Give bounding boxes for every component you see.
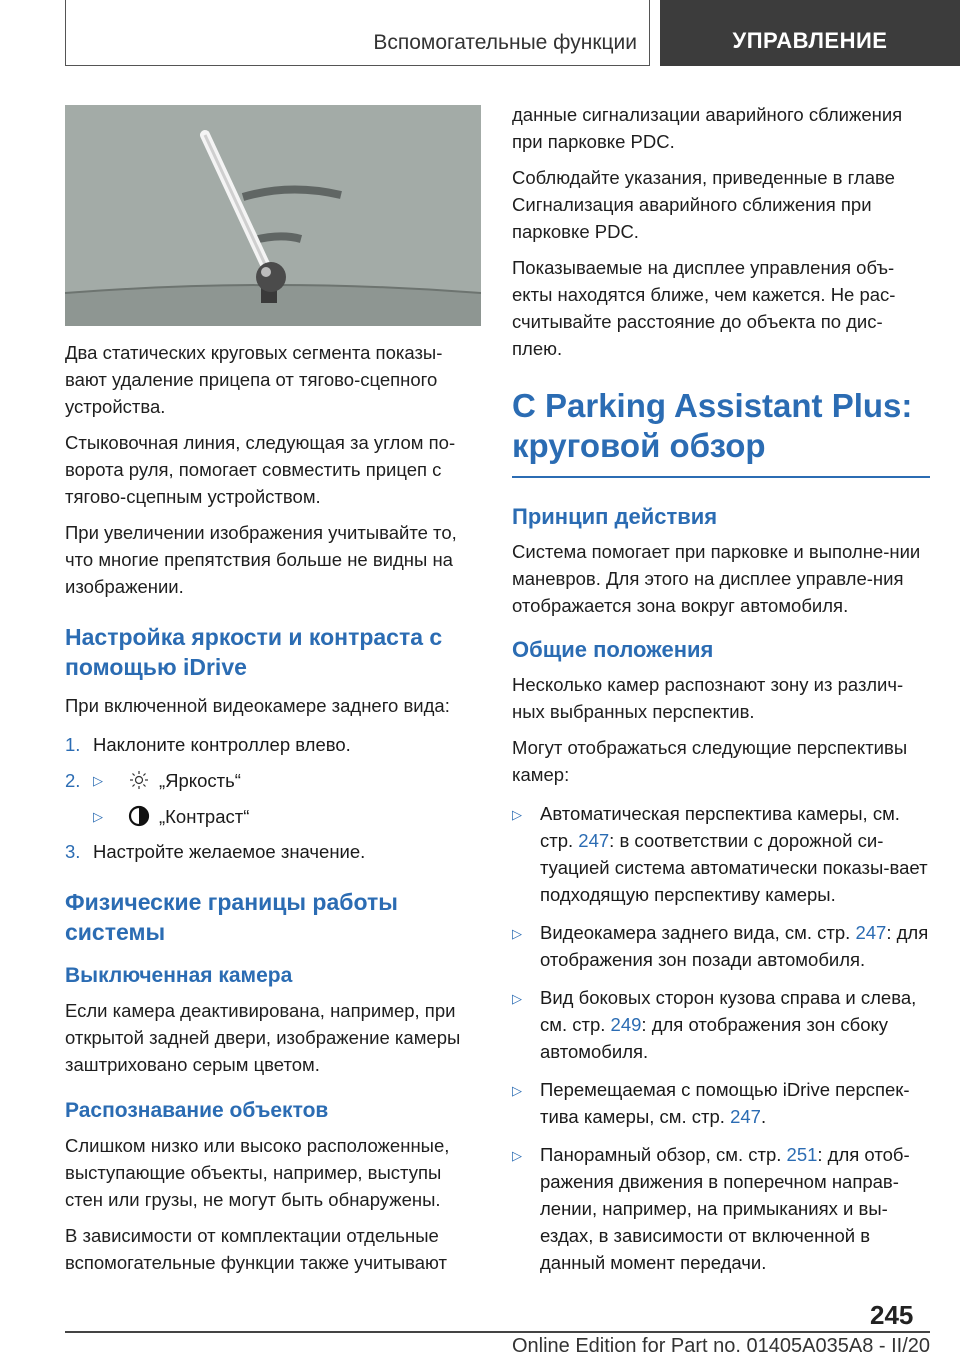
- heading-principle: Принцип действия: [512, 504, 718, 529]
- heading-limits: Физические границы работы системы: [65, 889, 398, 945]
- paragraph: Соблюдайте указания, приведенные в главе Сигнализация аварийного сближения при парковке PDC.: [512, 167, 895, 242]
- bullet-text: : для отоб-ражения движения в поперечном направ-лении, например, на примыканиях и вы-ездах, в зависимости от включенной в данный момент передачи.: [540, 1144, 910, 1273]
- step-number: 2.: [65, 769, 81, 791]
- step-text: Наклоните контроллер влево.: [93, 734, 351, 755]
- footer-edition: Online Edition for Part no. 01405A035A8 - II/20: [511, 1335, 930, 1357]
- paragraph: Стыковочная линия, следующая за углом по-ворота руля, помогает совместить прицеп с тягово-сцепным устройством.: [65, 432, 456, 507]
- heading-brightness: Настройка яркости и контраста с помощью iDrive: [65, 624, 443, 680]
- paragraph: данные сигнализации аварийного сближения при парковке PDC.: [512, 104, 903, 152]
- bullet-text: Панорамный обзор, см. стр.: [540, 1144, 787, 1165]
- list-item: [512, 1141, 930, 1276]
- step-3: [65, 838, 481, 865]
- paragraph: Два статических круговых сегмента показы-вают удаление прицепа от тягово-сцепного устройства.: [65, 342, 443, 417]
- paragraph: Система помогает при парковке и выполне-нии маневров. Для этого на дисплее управле-ния отображается зона вокруг автомобиля.: [512, 541, 921, 616]
- list-item: [512, 919, 930, 973]
- paragraph: В зависимости от комплектации отдельные вспомогательные функции также учитывают: [65, 1225, 447, 1273]
- triangle-right-icon: ▷: [512, 807, 522, 822]
- triangle-right-icon: ▷: [512, 1083, 522, 1098]
- heading-camera-off: Выключенная камера: [65, 964, 293, 987]
- paragraph: Несколько камер распознают зону из различ-ных выбранных перспектив.: [512, 674, 904, 722]
- bullet-text: Видеокамера заднего вида, см. стр.: [540, 922, 856, 943]
- step-1: [65, 731, 481, 758]
- footer-rule: [65, 1331, 930, 1333]
- triangle-right-icon: ▷: [93, 773, 103, 788]
- bullet-text: : для отображения зон позади автомобиля.: [540, 922, 929, 970]
- bullet-text: : для отображения зон сбоку автомобиля.: [540, 1014, 889, 1062]
- page-link[interactable]: 251: [786, 1144, 818, 1165]
- triangle-right-icon: ▷: [512, 991, 522, 1006]
- list-item: [512, 800, 930, 908]
- rearview-camera-figure: [65, 105, 481, 326]
- heading-rule: [512, 476, 930, 478]
- step-number: 1.: [65, 734, 81, 755]
- bullet-text: Перемещаемая с помощью iDrive перспек-тива камеры, см. стр.: [540, 1079, 910, 1127]
- triangle-right-icon: ▷: [512, 1148, 522, 1163]
- page-number: 245: [870, 1300, 914, 1330]
- paragraph: Могут отображаться следующие перспективы камер:: [512, 737, 908, 785]
- page-link[interactable]: 247: [578, 830, 610, 851]
- bullet-text: Вид боковых сторон кузова справа и слева, см. стр.: [540, 987, 917, 1035]
- paragraph: При увеличении изображения учитывайте то, что многие препятствия больше не видны на изображении.: [65, 522, 457, 597]
- bullet-text: : в соответствии с дорожной си-туацией система автоматически показы-вает подходящую перспективу камеры.: [540, 830, 928, 905]
- header-section-title: Вспомогательные функции: [65, 0, 650, 66]
- triangle-right-icon: ▷: [93, 809, 103, 824]
- paragraph: Слишком низко или высоко расположенные, выступающие объекты, например, выступы стен или грузы, не могут быть обнаружены.: [65, 1135, 450, 1210]
- step-text: Настройте желаемое значение.: [93, 841, 366, 862]
- list-item: [512, 984, 930, 1065]
- step-number: 3.: [65, 841, 81, 862]
- step-text: „Контраст“: [159, 805, 250, 827]
- bullet-text: .: [760, 1106, 767, 1127]
- heading-object-detection: Распознавание объектов: [65, 1099, 329, 1122]
- right-column: [512, 101, 930, 1287]
- bullet-text: Автоматическая перспектива камеры, см. стр.: [540, 803, 900, 851]
- paragraph: При включенной видеокамере заднего вида:: [65, 695, 450, 716]
- list-item: [512, 1076, 930, 1130]
- page-link[interactable]: 249: [610, 1014, 642, 1035]
- paragraph: Показываемые на дисплее управления объ-екты находятся ближе, чем кажется. Не рас-считывайте расстояние до объекта по дис-плею.: [512, 257, 896, 359]
- page-link[interactable]: 247: [730, 1106, 761, 1127]
- page-link[interactable]: 247: [855, 922, 887, 943]
- step-2: [65, 766, 481, 794]
- step-text: „Яркость“: [159, 769, 241, 791]
- step-2b: [65, 802, 481, 830]
- sun-icon: [119, 770, 159, 790]
- contrast-icon: [119, 805, 159, 827]
- heading-general: Общие положения: [512, 637, 714, 662]
- heading-parking-assistant: С Parking Assistant Plus: круговой обзор: [512, 387, 913, 464]
- triangle-right-icon: ▷: [512, 926, 522, 941]
- header-chapter-title: УПРАВЛЕНИЕ: [660, 0, 960, 66]
- left-column: [65, 339, 481, 1285]
- paragraph: Если камера деактивирована, например, при открытой задней двери, изображение камеры заштриховано серым цветом.: [65, 1000, 461, 1075]
